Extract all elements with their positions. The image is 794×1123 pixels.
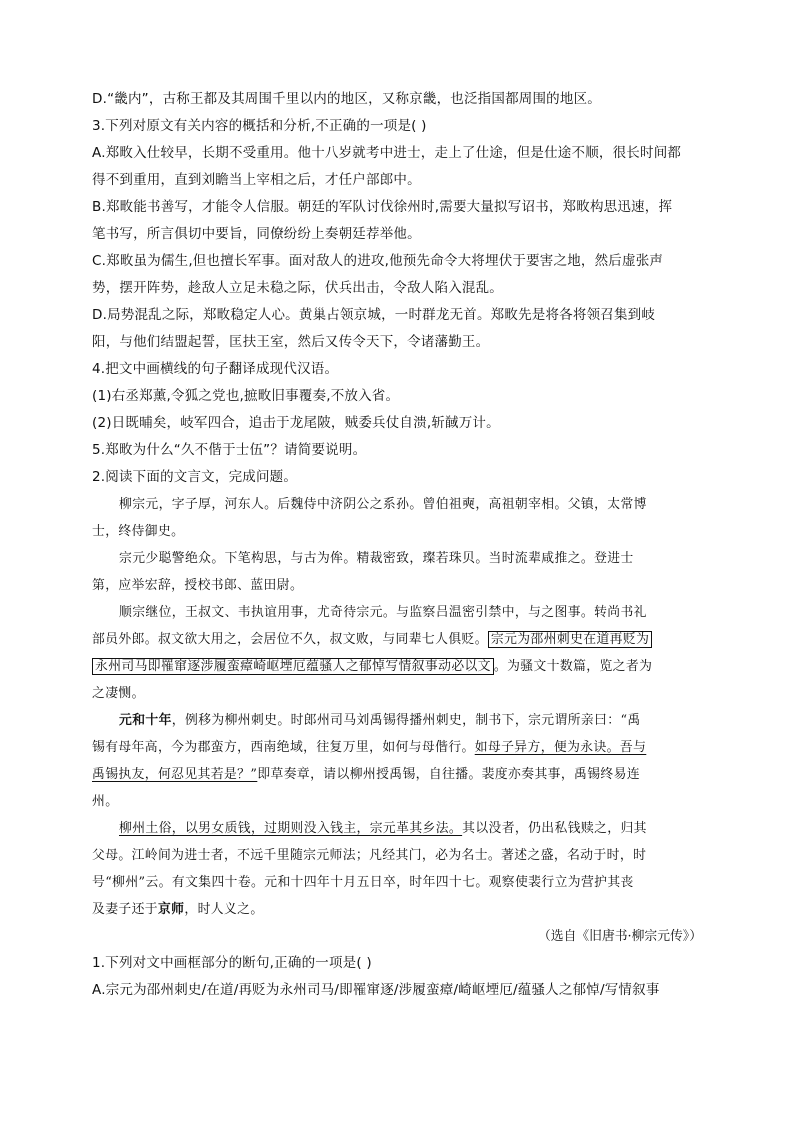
q1-option-a: A.宗元为邵州刺史/在道/再贬为永州司马/即罹窜逐/涉履蛮瘴/崎岖堙厄/蕴骚人之郁悼/写情叙事: [92, 982, 660, 998]
underlined-sentence-part1: 如母子异方，便为永诀。吾与: [474, 740, 647, 755]
q5-stem: 5.郑畋为什么“久不偕于士伍”？请简要说明。: [92, 442, 367, 458]
passage-p4-line2-head: 锡有母年高，今为郡蛮方，西南绝域，往复万里，如何与母偕行。: [92, 740, 475, 755]
section2-heading: 2.阅读下面的文言文，完成问题。: [92, 469, 298, 485]
q3-option-d-line2: 阳，与他们结盟起誓，匡扶王室，然后又传令天下，令诸藩勤王。: [92, 334, 490, 350]
passage-p4-line4: 州。: [92, 794, 119, 809]
exam-page: [92, 86, 702, 1004]
passage-p4-line2: [92, 734, 702, 761]
passage-source: （选自《旧唐书·柳宗元传》）: [537, 929, 702, 944]
passage-p5-line4-head: 及妻子还于: [92, 902, 158, 917]
passage-p3-line1: 顺宗继位，王叔文、韦执谊用事，尤奇待宗元。与监察吕温密引禁中，与之图事。转尚书礼: [119, 605, 647, 620]
q3-option-d-line1: D.局势混乱之际，郑畋稳定人心。黄巢占领京城，一时群龙无首。郑畋先是将各将领召集到岐: [92, 307, 656, 323]
passage-p5-line4-tail: ，时人义之。: [184, 902, 264, 917]
boxed-sentence-part2: 永州司马即罹窜逐涉履蛮瘴崎岖堙厄蕴骚人之郁悼写情叙事动必以文: [92, 658, 494, 675]
q3-option-c-line1: C.郑畋虽为儒生,但也擅长军事。面对敌人的进攻,他预先命令大将埋伏于要害之地，然后虚张声: [92, 253, 664, 269]
q4-sentence-2: (2)日既晡矣，岐军四合，追击于龙尾陂，贼委兵仗自溃,斩馘万计。: [92, 415, 500, 431]
underlined-sentence-part2: 禹锡执友，何忍见其若是？”: [92, 767, 258, 782]
q4-sentence-1: (1)右丞郑薰,令狐之党也,摭畋旧事覆奏,不放入省。: [92, 388, 400, 404]
q3-option-a-line1: A.郑畋入仕较早，长期不受重用。他十八岁就考中进士，走上了仕途，但是仕途不顺，很长时间都: [92, 145, 682, 161]
passage-p2-line1: 宗元少聪警绝众。下笔构思，与古为侔。精裁密致，璨若珠贝。当时流辈咸推之。登进士: [119, 551, 634, 566]
passage-p4-line1-tail: ，例移为柳州刺史。时郎州司马刘禹锡得播州刺史，制书下，宗元谓所亲曰：“禹: [171, 713, 641, 728]
passage-p5-line1: [92, 815, 702, 842]
passage-p1-line1: 柳宗元，字子厚，河东人。后魏侍中济阴公之系孙。曾伯祖奭，高祖朝宰相。父镇，太常博: [119, 497, 647, 512]
boxed-sentence-part1: 宗元为邵州刺史在道再贬为: [488, 631, 652, 648]
passage-p4-line1: [92, 707, 702, 734]
underlined-sentence-3: 柳州土俗，以男女质钱，过期则没入钱主，宗元革其乡法。: [119, 821, 463, 836]
passage-p3-line3: [92, 653, 702, 680]
passage-p5-line4: [92, 896, 702, 923]
passage-p5-line3: 号“柳州”云。有文集四十卷。元和十四年十月五日卒，时年四十七。观察使裴行立为营护其丧: [92, 875, 634, 890]
passage-p4-line3-tail: 即草奏章，请以柳州授禹锡，自往播。裴度亦奏其事，禹锡终易连: [257, 767, 641, 782]
passage-p1-line2: 士，终侍御史。: [92, 524, 185, 539]
q4-stem: 4.把文中画横线的句子翻译成现代汉语。: [92, 361, 339, 377]
passage-p5-capital: 京师: [157, 902, 185, 917]
prev-option-d: D.“畿内”，古称王都及其周围千里以内的地区，又称京畿，也泛指国都周围的地区。: [92, 91, 601, 107]
passage-p5-line2: 父母。江岭间为进士者，不远千里随宗元师法；凡经其门，必为名士。著述之盛，名动于时，时: [92, 848, 647, 863]
q3-option-b-line1: B.郑畋能书善写，才能令人信服。朝廷的军队讨伐徐州时,需要大量拟写诏书，郑畋构思迅速，挥: [92, 199, 673, 215]
passage-p4-line3: [92, 761, 702, 788]
passage-p3-line3-tail: 。为骚文十数篇，览之者为: [493, 659, 653, 674]
passage-p3-line2: [92, 626, 702, 653]
passage-p3-line4: 之凄恻。: [92, 686, 145, 701]
passage-p4-era: 元和十年: [119, 713, 172, 728]
q3-option-b-line2: 笔书写，所言俱切中要旨，同僚纷纷上奏朝廷荐举他。: [92, 226, 421, 242]
q3-stem: 3.下列对原文有关内容的概括和分析,不正确的一项是( ): [92, 118, 427, 134]
passage-p2-line2: 第，应举宏辞，授校书郎、蓝田尉。: [92, 578, 304, 593]
q3-option-a-line2: 得不到重用，直到刘瞻当上宰相之后，才任户部郎中。: [92, 172, 421, 188]
q1-stem: 1.下列对文中画框部分的断句,正确的一项是( ): [92, 955, 372, 971]
passage-p3-line2-text: 部员外郎。叔文欲大用之，会居位不久，叔文败，与同辈七人俱贬。: [92, 632, 488, 647]
passage-p5-line1-tail: 其以没者，仍出私钱赎之，归其: [462, 821, 647, 836]
q3-option-c-line2: 势，摆开阵势，趁敌人立足未稳之际，伏兵出击，令敌人陷入混乱。: [92, 280, 503, 296]
